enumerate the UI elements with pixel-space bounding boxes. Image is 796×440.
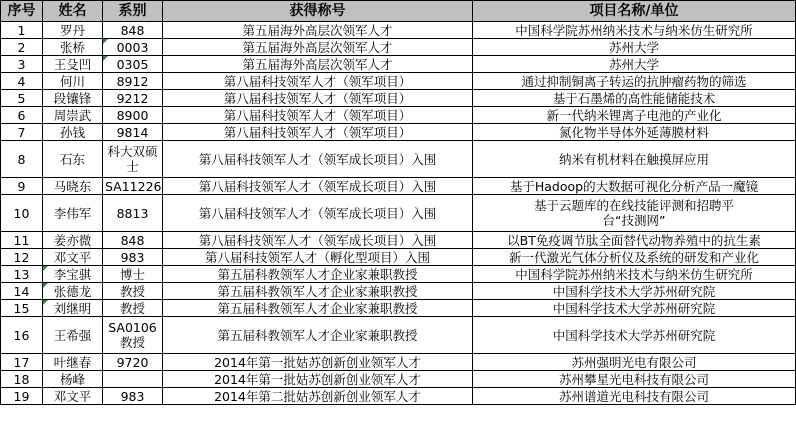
- cell-title: 2014年第一批姑苏创新创业领军人才: [163, 354, 473, 371]
- cell-project: 以BT免疫调节肽全面替代动物养殖中的抗生素: [473, 232, 796, 249]
- cell-name: 石东: [43, 141, 103, 178]
- table-row: [1, 283, 796, 300]
- cell-name: 段镶锋: [43, 90, 103, 107]
- cell-no: 7: [1, 124, 43, 141]
- cell-title: 第五届海外高层次领军人才: [163, 56, 473, 73]
- cell-name: 马晓东: [43, 178, 103, 195]
- table-row: [1, 354, 796, 371]
- cell-title: 第八届科技领军人才（领军项目）: [163, 73, 473, 90]
- cell-project: 基于石墨烯的高性能储能技术: [473, 90, 796, 107]
- cell-dept: 教授: [103, 283, 163, 300]
- cell-name: 罗丹: [43, 22, 103, 39]
- table-row: [1, 141, 796, 178]
- table-row: [1, 371, 796, 388]
- cell-project: 苏州强明光电有限公司: [473, 354, 796, 371]
- cell-no: 2: [1, 39, 43, 56]
- table-row: [1, 22, 796, 39]
- cell-title: 第八届科技领军人才（孵化型项目）入围: [163, 249, 473, 266]
- cell-no: 17: [1, 354, 43, 371]
- cell-dept: SA11226: [103, 178, 163, 195]
- cell-dept: 科大双硕士: [103, 141, 163, 178]
- cell-name: 叶继春: [43, 354, 103, 371]
- table-row: [1, 249, 796, 266]
- cell-dept: 博士: [103, 266, 163, 283]
- cell-title: 第八届科技领军人才（领军成长项目）入围: [163, 178, 473, 195]
- table-row: [1, 388, 796, 405]
- cell-project: 苏州大学: [473, 56, 796, 73]
- cell-name: 李宝骐: [43, 266, 103, 283]
- cell-dept: 9720: [103, 354, 163, 371]
- cell-title: 第八届科技领军人才（领军项目）: [163, 90, 473, 107]
- cell-dept: 848: [103, 22, 163, 39]
- cell-title: 2014年第一批姑苏创新创业领军人才: [163, 371, 473, 388]
- table-row: [1, 107, 796, 124]
- cell-project: 苏州攀星光电科技有限公司: [473, 371, 796, 388]
- cell-title: 第五届科教领军人才企业家兼职教授: [163, 283, 473, 300]
- table-row: [1, 124, 796, 141]
- cell-project: 新一代激光气体分析仪及系统的研发和产业化: [473, 249, 796, 266]
- cell-name: 张德龙: [43, 283, 103, 300]
- cell-name: 刘继明: [43, 300, 103, 317]
- cell-no: 6: [1, 107, 43, 124]
- header-row: [1, 1, 796, 22]
- header-dept: 系别: [103, 1, 163, 22]
- table-row: [1, 73, 796, 90]
- table-row: [1, 195, 796, 232]
- cell-project: 苏州大学: [473, 39, 796, 56]
- cell-no: 18: [1, 371, 43, 388]
- cell-no: 4: [1, 73, 43, 90]
- header-title: 获得称号: [163, 1, 473, 22]
- cell-project: 纳米有机材料在触摸屏应用: [473, 141, 796, 178]
- table-row: [1, 232, 796, 249]
- header-name: 姓名: [43, 1, 103, 22]
- cell-name: 李伟军: [43, 195, 103, 232]
- cell-project: 基于云题库的在线技能评测和招聘平台“技测网”: [473, 195, 796, 232]
- cell-dept: 848: [103, 232, 163, 249]
- cell-title: 第八届科技领军人才（领军项目）: [163, 107, 473, 124]
- cell-project: 基于Hadoop的大数据可视化分析产品一魔镜: [473, 178, 796, 195]
- cell-dept: 983: [103, 249, 163, 266]
- cell-title: 第八届科技领军人才（领军成长项目）入围: [163, 141, 473, 178]
- cell-no: 13: [1, 266, 43, 283]
- cell-name: 孙钱: [43, 124, 103, 141]
- cell-no: 5: [1, 90, 43, 107]
- cell-no: 10: [1, 195, 43, 232]
- cell-name: 邓文平: [43, 388, 103, 405]
- cell-name: 周崇武: [43, 107, 103, 124]
- cell-no: 9: [1, 178, 43, 195]
- cell-title: 第五届海外高层次领军人才: [163, 22, 473, 39]
- header-no: 序号: [1, 1, 43, 22]
- header-project: 项目名称/单位: [473, 1, 796, 22]
- cell-name: 何川: [43, 73, 103, 90]
- table-row: [1, 300, 796, 317]
- cell-title: 2014年第二批姑苏创新创业领军人才: [163, 388, 473, 405]
- table-row: [1, 317, 796, 354]
- cell-project: 氮化物半导体外延薄膜材料: [473, 124, 796, 141]
- cell-title: 第八届科技领军人才（领军成长项目）入围: [163, 195, 473, 232]
- cell-project: 中国科学技术大学苏州研究院: [473, 317, 796, 354]
- table-row: [1, 39, 796, 56]
- cell-no: 16: [1, 317, 43, 354]
- cell-no: 1: [1, 22, 43, 39]
- table-row: [1, 56, 796, 73]
- cell-dept: 教授: [103, 300, 163, 317]
- cell-dept: 9212: [103, 90, 163, 107]
- cell-dept: 8900: [103, 107, 163, 124]
- cell-title: 第五届海外高层次领军人才: [163, 39, 473, 56]
- cell-dept: SA0106教授: [103, 317, 163, 354]
- cell-dept: [103, 371, 163, 388]
- cell-no: 11: [1, 232, 43, 249]
- cell-no: 3: [1, 56, 43, 73]
- cell-dept: 8912: [103, 73, 163, 90]
- cell-name: 王殳凹: [43, 56, 103, 73]
- cell-name: 邓文平: [43, 249, 103, 266]
- cell-title: 第五届科教领军人才企业家兼职教授: [163, 266, 473, 283]
- cell-name: 杨峰: [43, 371, 103, 388]
- cell-dept: 983: [103, 388, 163, 405]
- cell-dept: 0003: [103, 39, 163, 56]
- table-row: [1, 178, 796, 195]
- cell-title: 第八届科技领军人才（领军项目）: [163, 124, 473, 141]
- cell-title: 第五届科教领军人才企业家兼职教授: [163, 300, 473, 317]
- cell-project: 中国科学技术大学苏州研究院: [473, 283, 796, 300]
- cell-dept: 8813: [103, 195, 163, 232]
- cell-no: 12: [1, 249, 43, 266]
- cell-name: 张桥: [43, 39, 103, 56]
- cell-project: 苏州谱道光电科技有限公司: [473, 388, 796, 405]
- cell-dept: 9814: [103, 124, 163, 141]
- cell-project: 中国科学院苏州纳米技术与纳米仿生研究所: [473, 22, 796, 39]
- cell-title: 第八届科技领军人才（领军成长项目）入围: [163, 232, 473, 249]
- cell-project: 通过抑制铜离子转运的抗肿瘤药物的筛选: [473, 73, 796, 90]
- cell-project: 中国科学技术大学苏州研究院: [473, 300, 796, 317]
- cell-title: 第五届科教领军人才企业家兼职教授: [163, 317, 473, 354]
- table-row: [1, 266, 796, 283]
- cell-dept: 0305: [103, 56, 163, 73]
- cell-name: 姜亦微: [43, 232, 103, 249]
- table-row: [1, 90, 796, 107]
- cell-no: 15: [1, 300, 43, 317]
- cell-no: 8: [1, 141, 43, 178]
- cell-name: 王希强: [43, 317, 103, 354]
- cell-project: 新一代纳米锂离子电池的产业化: [473, 107, 796, 124]
- cell-no: 19: [1, 388, 43, 405]
- cell-project: 中国科学院苏州纳米技术与纳米仿生研究所: [473, 266, 796, 283]
- cell-no: 14: [1, 283, 43, 300]
